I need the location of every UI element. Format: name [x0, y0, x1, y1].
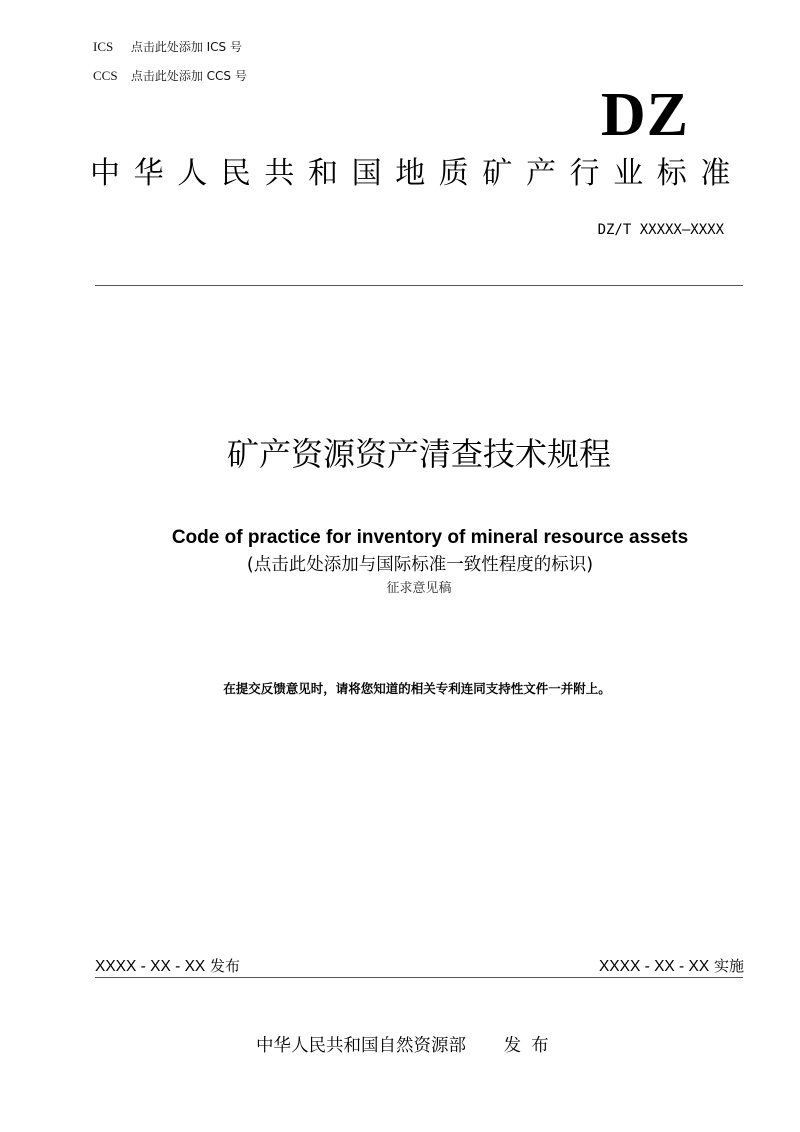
ccs-line	[93, 69, 247, 83]
standard-category-title: 中华人民共和国地质矿产行业标准	[90, 156, 744, 191]
implement-date-label: 实施	[713, 957, 744, 975]
draft-status: 征求意见稿	[386, 581, 452, 596]
implement-date-code[interactable]: XXXX - XX - XX	[598, 958, 710, 975]
footer-divider	[95, 977, 743, 978]
publish-date	[95, 956, 240, 977]
implement-date	[599, 956, 744, 977]
consistency-placeholder[interactable]: (点击此处添加与国际标准一致性程度的标识)	[246, 555, 594, 575]
publish-date-code[interactable]: XXXX - XX - XX	[95, 958, 206, 975]
publisher-line	[256, 1035, 559, 1057]
ccs-value-placeholder[interactable]: 点击此处添加 CCS 号	[130, 69, 247, 83]
publish-date-label: 发布	[210, 957, 241, 975]
header-divider	[95, 285, 743, 286]
ics-line	[93, 40, 242, 54]
ccs-label: CCS	[93, 68, 118, 83]
publisher-action: 发布	[503, 1036, 559, 1056]
document-title-chinese: 矿产资源资产清查技术规程	[226, 435, 611, 473]
dz-logo: DZ	[600, 81, 689, 149]
standard-number: DZ/T XXXXX—XXXX	[597, 222, 724, 238]
ics-label: ICS	[93, 39, 114, 54]
publisher-name: 中华人民共和国自然资源部	[256, 1036, 466, 1056]
ics-value-placeholder[interactable]: 点击此处添加 ICS 号	[130, 40, 242, 54]
patent-notice: 在提交反馈意见时，请将您知道的相关专利连同支持性文件一并附上。	[223, 681, 611, 696]
document-title-english: Code of practice for inventory of mineral resource assets	[171, 527, 689, 548]
